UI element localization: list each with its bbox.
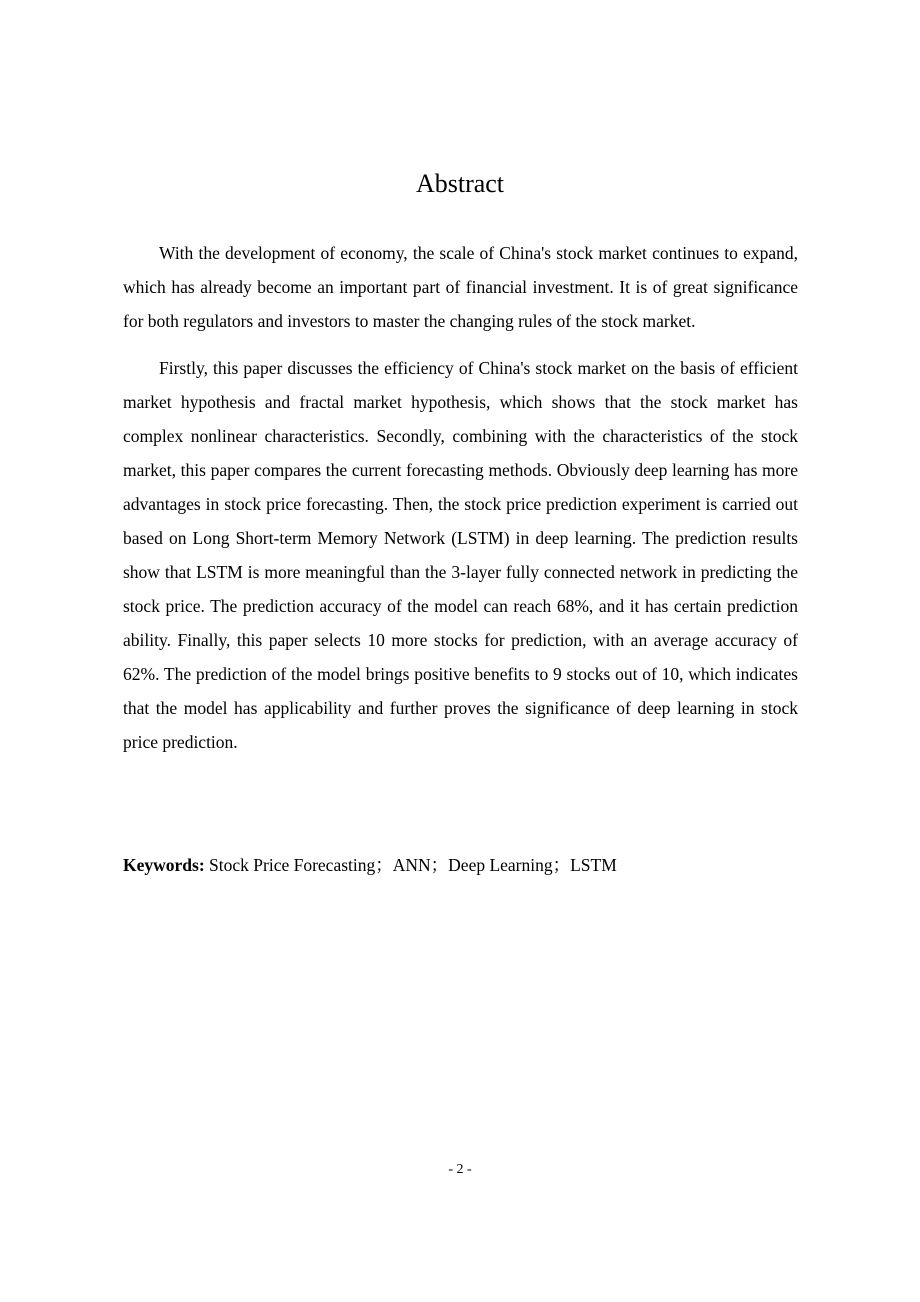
abstract-paragraph-2: Firstly, this paper discusses the efficiency of China's stock market on the basis of efficient market hypothesis and fractal market hypothesis, which shows that the stock market has complex nonlinear characteristics. Secondly, combining with the characteristics of the stock market, this paper compares the current forecasting methods. Obviously deep learning has more advantages in stock price forecasting. Then, the stock price prediction experiment is carried out based on Long Short-term Memory Network (LSTM) in deep learning. The prediction results show that LSTM is more meaningful than the 3-layer fully connected network in predicting the stock price. The prediction accuracy of the model can reach 68%, and it has certain prediction ability. Finally, this paper selects 10 more stocks for prediction, with an average accuracy of 62%. The prediction of the model brings positive benefits to 9 stocks out of 10, which indicates that the model has applicability and further proves the significance of deep learning in stock price prediction. [123,358,798,752]
page-title: Abstract [415,169,505,198]
keywords-label: Keywords: [123,855,205,875]
page-number: - 2 - [448,1162,472,1177]
abstract-paragraph-1: With the development of economy, the scale of China's stock market continues to expand, which has already become an important part of financial investment. It is of great significance for both regulators and investors to master the changing rules of the stock market. [123,243,798,331]
keywords-text: Stock Price Forecasting；ANN；Deep Learning；LSTM [204,855,617,875]
abstract-body [123,236,798,772]
keywords-line [123,850,798,880]
